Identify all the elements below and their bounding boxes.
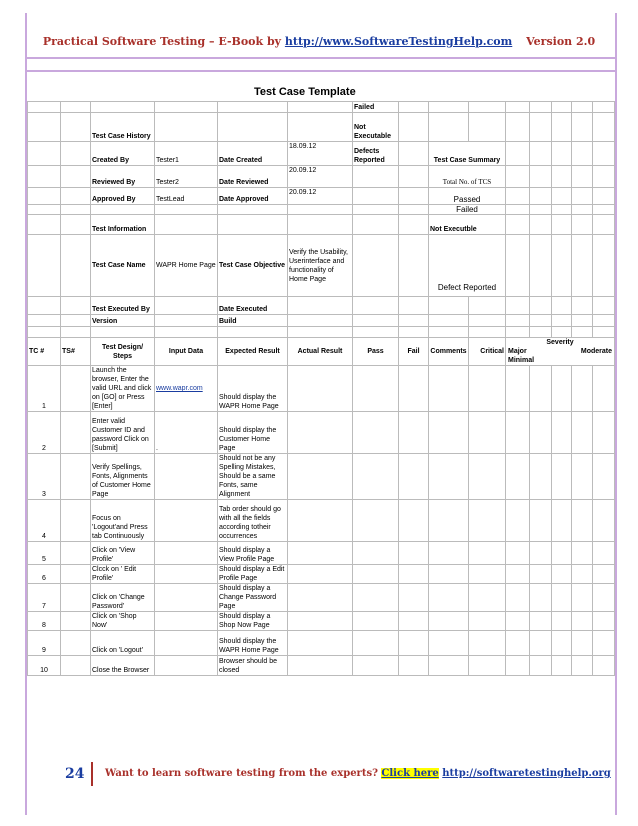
row-empty-cell [552, 500, 572, 542]
row-empty-cell [572, 656, 593, 676]
row-empty-cell [429, 454, 469, 500]
row-empty-cell [552, 454, 572, 500]
row-empty-cell [530, 366, 552, 412]
row-empty-cell [552, 612, 572, 631]
footer-url-link[interactable]: http://softwaretestinghelp.org [442, 768, 611, 779]
date-created-value: 18.09.12 [288, 142, 353, 166]
row-empty-cell [353, 584, 399, 612]
table-row [28, 565, 615, 584]
date-approved-label: Date Approved [218, 188, 288, 205]
row-empty-cell [61, 565, 91, 584]
row-expected-result: Should not be any Spelling Mistakes, Should be a same Fonts, same Alignment [218, 454, 288, 500]
test-case-name-label: Test Case Name [91, 235, 155, 297]
col-header-critical: Critical [469, 338, 506, 366]
row-empty-cell [506, 412, 530, 454]
row-empty-cell [61, 500, 91, 542]
col-header-severity-group [506, 338, 615, 366]
row-empty-cell [469, 612, 506, 631]
date-executed-label: Date Executed [218, 297, 288, 315]
row-empty-cell [552, 412, 572, 454]
row-empty-cell [530, 584, 552, 612]
row-expected-result: Should display the Customer Home Page [218, 412, 288, 454]
row-empty-cell [399, 500, 429, 542]
created-by-label: Created By [91, 142, 155, 166]
row-tc-number: 8 [28, 612, 61, 631]
row-test-steps: Verify Spellings, Fonts, Alignments of Customer Home Page [91, 454, 155, 500]
row-empty-cell [593, 584, 615, 612]
row-empty-cell [469, 631, 506, 656]
col-header-input: Input Data [155, 338, 218, 366]
row-empty-cell [61, 366, 91, 412]
row-test-steps: Focus on 'Logout'and Press tab Continuously [91, 500, 155, 542]
page-number: 24 [65, 766, 85, 782]
row-empty-cell [572, 584, 593, 612]
table-row [28, 656, 615, 676]
row-empty-cell [61, 542, 91, 565]
row-expected-result: Tab order should go with all the fields according totheir occurrences [218, 500, 288, 542]
row-empty-cell [506, 565, 530, 584]
row-empty-cell [572, 542, 593, 565]
row-test-steps: Click on 'View Profile' [91, 542, 155, 565]
header-divider-2 [27, 70, 615, 72]
row-empty-cell [61, 631, 91, 656]
row-input-data [155, 656, 218, 676]
row-empty-cell [61, 656, 91, 676]
row-empty-cell [469, 584, 506, 612]
table-row [28, 454, 615, 500]
row-empty-cell [530, 565, 552, 584]
row-empty-cell [353, 500, 399, 542]
row-expected-result: Should display the WAPR Home Page [218, 366, 288, 412]
approved-by-value: TestLead [155, 188, 218, 205]
test-information-label: Test Information [91, 215, 155, 235]
passed-label: Passed [429, 188, 506, 205]
row-empty-cell [552, 565, 572, 584]
table-row [28, 631, 615, 656]
row-empty-cell [572, 631, 593, 656]
defect-reported-label: Defect Reported [429, 235, 506, 297]
row-tc-number: 1 [28, 366, 61, 412]
row-empty-cell [572, 612, 593, 631]
row-empty-cell [469, 454, 506, 500]
date-reviewed-value: 20.09.12 [288, 166, 353, 188]
row-tc-number: 2 [28, 412, 61, 454]
row-empty-cell [61, 454, 91, 500]
col-header-ts: TS# [61, 338, 91, 366]
col-header-minimal: Minimal [508, 357, 535, 364]
side-not-executable-label: Not Executable [353, 113, 399, 142]
row-empty-cell [429, 412, 469, 454]
row-empty-cell [288, 542, 353, 565]
row-empty-cell [506, 631, 530, 656]
row-empty-cell [353, 366, 399, 412]
col-header-major: Major [508, 348, 527, 355]
row-empty-cell [353, 631, 399, 656]
approved-by-label: Approved By [91, 188, 155, 205]
row-empty-cell [552, 584, 572, 612]
row-input-data [155, 565, 218, 584]
row-empty-cell [429, 565, 469, 584]
row-empty-cell [399, 656, 429, 676]
row-empty-cell [506, 500, 530, 542]
table-row [28, 412, 615, 454]
row-tc-number: 3 [28, 454, 61, 500]
row-empty-cell [530, 656, 552, 676]
date-created-label: Date Created [218, 142, 288, 166]
row-empty-cell [61, 584, 91, 612]
row-empty-cell [288, 612, 353, 631]
col-header-design: Test Design/ Steps [91, 338, 155, 366]
reviewed-by-label: Reviewed By [91, 166, 155, 188]
row-test-steps: Click on 'Shop Now' [91, 612, 155, 631]
col-header-pass: Pass [353, 338, 399, 366]
row-tc-number: 9 [28, 631, 61, 656]
row-empty-cell [288, 500, 353, 542]
row-input-data [155, 500, 218, 542]
header-divider [27, 57, 615, 59]
row-empty-cell [399, 412, 429, 454]
failed-label: Failed [429, 205, 506, 215]
build-label: Build [218, 315, 288, 327]
row-empty-cell [593, 412, 615, 454]
row-empty-cell [506, 656, 530, 676]
row-empty-cell [429, 542, 469, 565]
row-empty-cell [506, 584, 530, 612]
row-empty-cell [530, 542, 552, 565]
test-executed-by-label: Test Executed By [91, 297, 155, 315]
header-version: Version 2.0 [526, 35, 596, 48]
table-row [28, 542, 615, 565]
created-by-value: Tester1 [155, 142, 218, 166]
click-here-link[interactable]: Click here [381, 768, 439, 779]
header-title: Practical Software Testing – E-Book by [42, 35, 282, 48]
row-empty-cell [469, 500, 506, 542]
row-empty-cell [469, 542, 506, 565]
row-empty-cell [593, 631, 615, 656]
row-input-data [155, 631, 218, 656]
col-header-expected: Expected Result [218, 338, 288, 366]
row-expected-result: Should display the WAPR Home Page [218, 631, 288, 656]
row-test-steps: Click on 'Logout' [91, 631, 155, 656]
row-empty-cell [469, 366, 506, 412]
table-row [28, 366, 615, 412]
row-empty-cell [61, 612, 91, 631]
row-test-steps: Launch the browser, Enter the valid URL and click on [GO] or Press [Enter] [91, 366, 155, 412]
row-empty-cell [353, 612, 399, 631]
row-empty-cell [288, 631, 353, 656]
row-empty-cell [552, 656, 572, 676]
row-empty-cell [429, 612, 469, 631]
row-input-data [155, 542, 218, 565]
row-test-steps: Close the Browser [91, 656, 155, 676]
date-reviewed-label: Date Reviewed [218, 166, 288, 188]
row-tc-number: 5 [28, 542, 61, 565]
row-empty-cell [469, 412, 506, 454]
row-empty-cell [530, 631, 552, 656]
row-expected-result: Should display a Shop Now Page [218, 612, 288, 631]
row-empty-cell [399, 565, 429, 584]
date-approved-value: 20.09.12 [288, 188, 353, 205]
row-empty-cell [288, 454, 353, 500]
row-empty-cell [429, 584, 469, 612]
row-test-steps: Clcck on ' Edit Profile' [91, 565, 155, 584]
row-empty-cell [593, 542, 615, 565]
row-empty-cell [469, 656, 506, 676]
footer-text-group [105, 768, 611, 779]
table-row [28, 584, 615, 612]
row-expected-result: Should display a Change Password Page [218, 584, 288, 612]
row-empty-cell [593, 565, 615, 584]
row-empty-cell [399, 454, 429, 500]
row-empty-cell [506, 542, 530, 565]
test-case-summary-label: Test Case Summary [429, 142, 506, 166]
test-case-table [27, 101, 615, 676]
row-empty-cell [552, 366, 572, 412]
row-input-data [155, 612, 218, 631]
row-empty-cell [399, 542, 429, 565]
document-title: Test Case Template [254, 86, 356, 98]
row-test-steps: Enter valid Customer ID and password Click on [Submit] [91, 412, 155, 454]
row-empty-cell [552, 631, 572, 656]
row-empty-cell [61, 412, 91, 454]
row-empty-cell [593, 454, 615, 500]
row-empty-cell [353, 565, 399, 584]
defects-reported-label: Defects Reported [353, 142, 399, 166]
row-empty-cell [288, 565, 353, 584]
row-empty-cell [399, 584, 429, 612]
row-empty-cell [593, 612, 615, 631]
footer-separator [91, 762, 93, 786]
test-case-objective-value: Verify the Usability, Userinterface and functionality of Home Page [288, 235, 353, 297]
row-empty-cell [530, 454, 552, 500]
row-empty-cell [399, 631, 429, 656]
row-empty-cell [288, 366, 353, 412]
version-label: Version [91, 315, 155, 327]
row-empty-cell [572, 565, 593, 584]
row-empty-cell [399, 612, 429, 631]
row-tc-number: 7 [28, 584, 61, 612]
row-empty-cell [353, 412, 399, 454]
total-tcs-label: Total No. of TCS [429, 166, 506, 188]
row-test-steps: Click on 'Change Password' [91, 584, 155, 612]
row-expected-result: Browser should be closed [218, 656, 288, 676]
side-failed-label: Failed [353, 102, 399, 113]
footer-promo-text: Want to learn software testing from the experts? [105, 768, 378, 779]
col-header-moderate: Moderate [580, 348, 612, 355]
col-header-comments: Comments [429, 338, 469, 366]
col-header-tc: TC # [28, 338, 61, 366]
row-empty-cell [572, 500, 593, 542]
row-empty-cell [593, 500, 615, 542]
col-header-fail: Fail [399, 338, 429, 366]
row-tc-number: 6 [28, 565, 61, 584]
not-executable-label: Not Executble [429, 215, 506, 235]
row-empty-cell [530, 612, 552, 631]
row-empty-cell [593, 656, 615, 676]
row-empty-cell [593, 366, 615, 412]
row-tc-number: 10 [28, 656, 61, 676]
row-empty-cell [506, 612, 530, 631]
row-empty-cell [552, 542, 572, 565]
row-empty-cell [399, 366, 429, 412]
row-empty-cell [353, 542, 399, 565]
row-empty-cell [288, 584, 353, 612]
row-empty-cell [288, 656, 353, 676]
row-empty-cell [353, 656, 399, 676]
row-empty-cell [572, 412, 593, 454]
row-input-data[interactable]: www.wapr.com [155, 366, 218, 412]
row-empty-cell [572, 366, 593, 412]
table-row [28, 500, 615, 542]
row-empty-cell [353, 454, 399, 500]
test-case-history-label: Test Case History [91, 113, 155, 142]
row-tc-number: 4 [28, 500, 61, 542]
row-empty-cell [506, 454, 530, 500]
row-empty-cell [288, 412, 353, 454]
row-expected-result: Should display a Edit Profile Page [218, 565, 288, 584]
row-empty-cell [429, 631, 469, 656]
col-header-severity: Severity [546, 339, 574, 346]
row-expected-result: Should display a View Profile Page [218, 542, 288, 565]
row-empty-cell [469, 565, 506, 584]
row-input-data [155, 584, 218, 612]
row-empty-cell [429, 366, 469, 412]
page-header [0, 35, 638, 48]
page-footer [50, 762, 610, 784]
reviewed-by-value: Tester2 [155, 166, 218, 188]
table-row [28, 612, 615, 631]
row-empty-cell [429, 500, 469, 542]
row-input-data [155, 454, 218, 500]
row-empty-cell [572, 454, 593, 500]
col-header-actual: Actual Result [288, 338, 353, 366]
header-link[interactable]: http://www.SoftwareTestingHelp.com [284, 35, 513, 48]
row-empty-cell [530, 500, 552, 542]
row-empty-cell [429, 656, 469, 676]
test-case-objective-label: Test Case Objective [218, 235, 288, 297]
row-empty-cell [530, 412, 552, 454]
row-empty-cell [506, 366, 530, 412]
row-input-data: . [155, 412, 218, 454]
test-case-name-value: WAPR Home Page [155, 235, 218, 297]
